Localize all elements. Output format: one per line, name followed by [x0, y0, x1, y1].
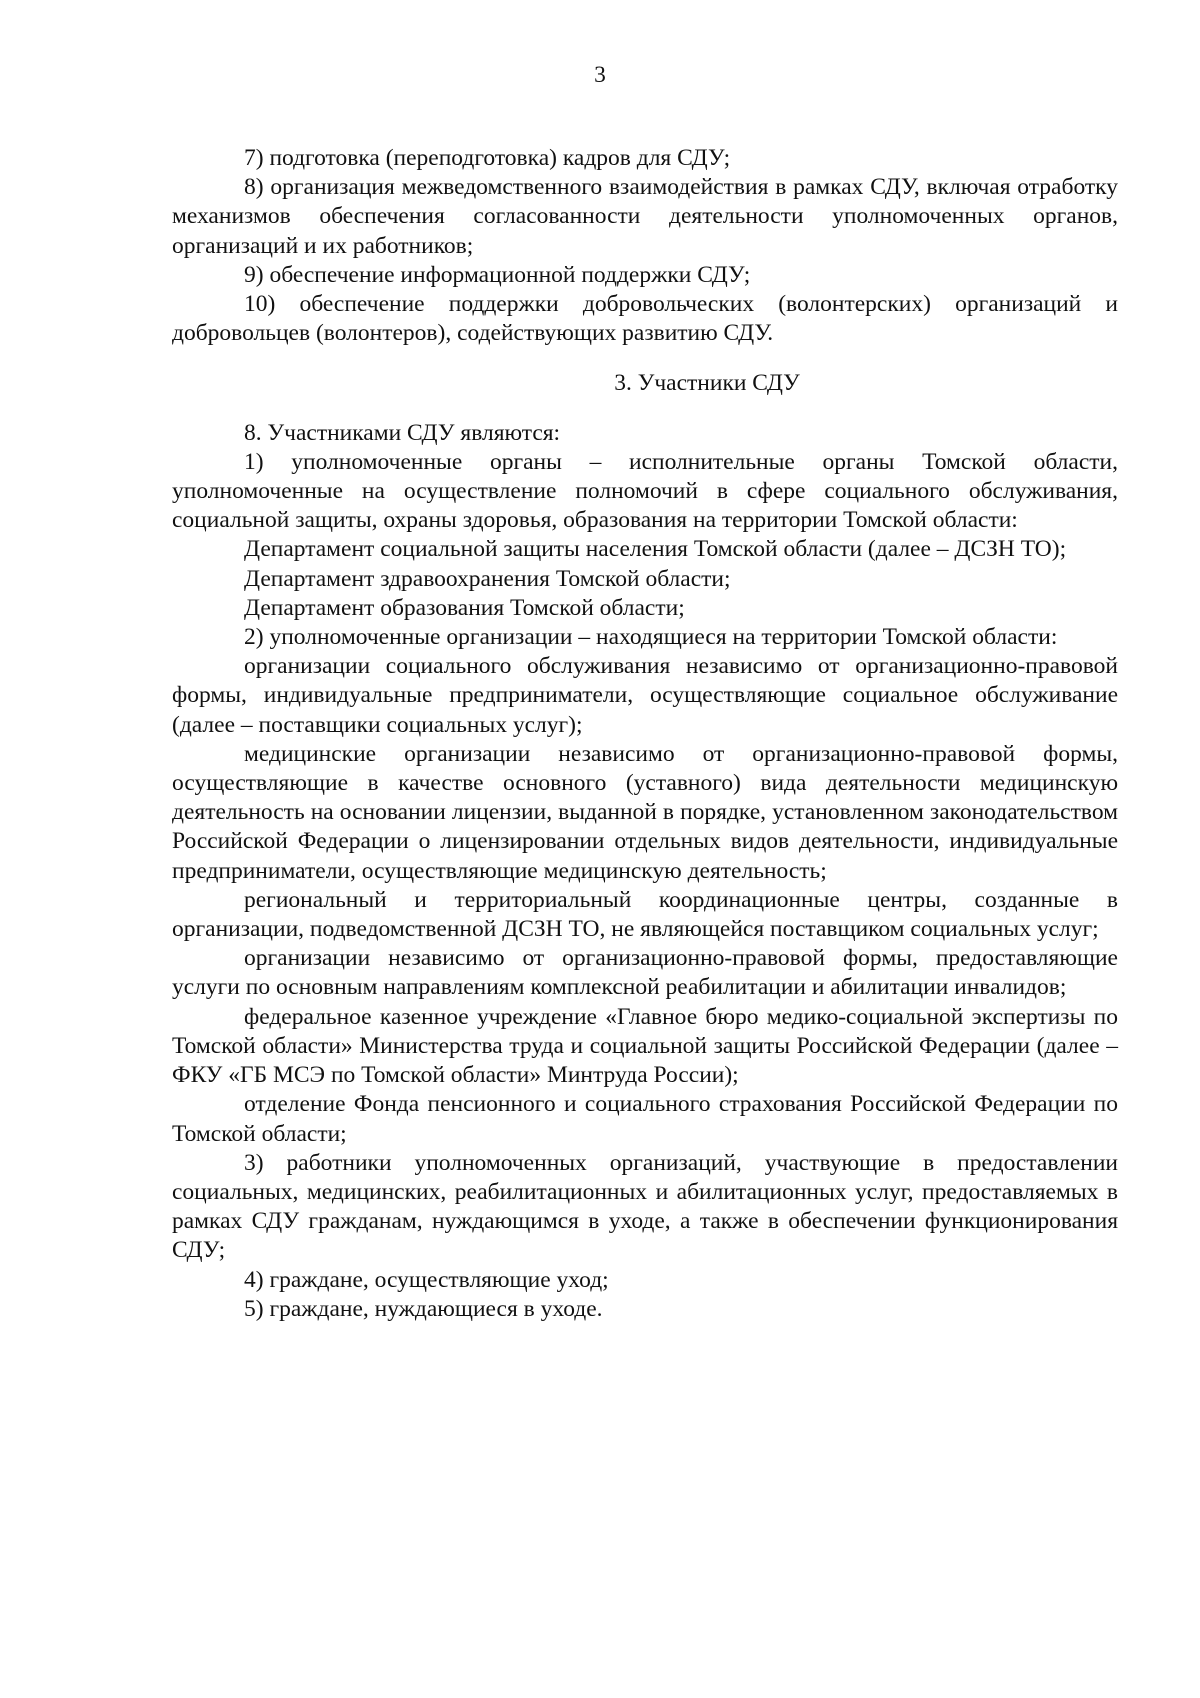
rehabilitation-organizations: организации независимо от организационно-правовой формы, предоставляющие услуги по основным направлениям комплексной реабилитации и абилитации инвалидов;	[172, 945, 1118, 1001]
participant-employees: 3) работники уполномоченных организаций, участвующие в предоставлении социальных, медицинских, реабилитационных и абилитационных услуг, предоставляемых в рамках СДУ гражданам, нуждающимся в уходе, а также в обеспечении функционирования СДУ;	[172, 1149, 1118, 1264]
department-healthcare: Департамент здравоохранения Томской области;	[244, 565, 731, 592]
clause-8-intro: 8. Участниками СДУ являются:	[244, 419, 561, 446]
pension-fund-branch: отделение Фонда пенсионного и социального страхования Российской Федерации по Томской области;	[172, 1091, 1118, 1147]
coordination-centers: региональный и территориальный координационные центры, созданные в организации, подведомственной ДСЗН ТО, не являющейся поставщиком социальных услуг;	[172, 886, 1118, 943]
list-item-9: 9) обеспечение информационной поддержки СДУ;	[244, 261, 751, 288]
list-item-7: 7) подготовка (переподготовка) кадров для СДУ;	[244, 145, 731, 171]
participant-authorized-organizations: 2) уполномоченные организации – находящиеся на территории Томской области:	[244, 624, 1058, 651]
list-item-10: 10) обеспечение поддержки добровольческих (волонтерских) организаций и добровольцев (волонтеров), содействующих развитию СДУ.	[172, 291, 1118, 347]
social-service-organizations: организации социального обслуживания независимо от организационно-правовой формы, индивидуальные предприниматели, осуществляющие социальное обслуживание (далее – поставщики социальных услуг);	[172, 653, 1118, 738]
department-education: Департамент образования Томской области;	[244, 594, 685, 621]
department-social-protection: Департамент социальной защиты населения Томской области (далее – ДСЗН ТО);	[244, 536, 1067, 563]
list-item-8: 8) организация межведомственного взаимодействия в рамках СДУ, включая отработку механизмов обеспечения согласованности деятельности уполномоченных органов, организаций и их работников;	[172, 174, 1118, 259]
participant-authorized-bodies: 1) уполномоченные органы – исполнительные органы Томской области, уполномоченные на осуществление полномочий в сфере социального обслуживания, социальной защиты, охраны здоровья, образования на территории Томской области:	[172, 448, 1118, 534]
page-number: 3	[594, 62, 606, 88]
participant-caregivers: 4) граждане, осуществляющие уход;	[244, 1266, 609, 1293]
federal-institution-mse: федеральное казенное учреждение «Главное бюро медико-социальной экспертизы по Томской области» Министерства труда и социальной защиты Российской Федерации (далее – ФКУ «ГБ МСЭ по Томской области» Минтруда России);	[172, 1003, 1118, 1089]
medical-organizations: медицинские организации независимо от организационно-правовой формы, осуществляющие в качестве основного (уставного) вида деятельности медицинскую деятельность на основании лицензии, выданной в порядке, установленном законодательством Российской Федерации о лицензировании отдельных видов деятельности, индивидуальные предприниматели, осуществляющие медицинскую деятельность;	[172, 740, 1118, 884]
section-heading: 3. Участники СДУ	[614, 370, 800, 397]
participant-care-recipients: 5) граждане, нуждающиеся в уходе.	[244, 1295, 603, 1322]
document-body	[172, 144, 1118, 1324]
